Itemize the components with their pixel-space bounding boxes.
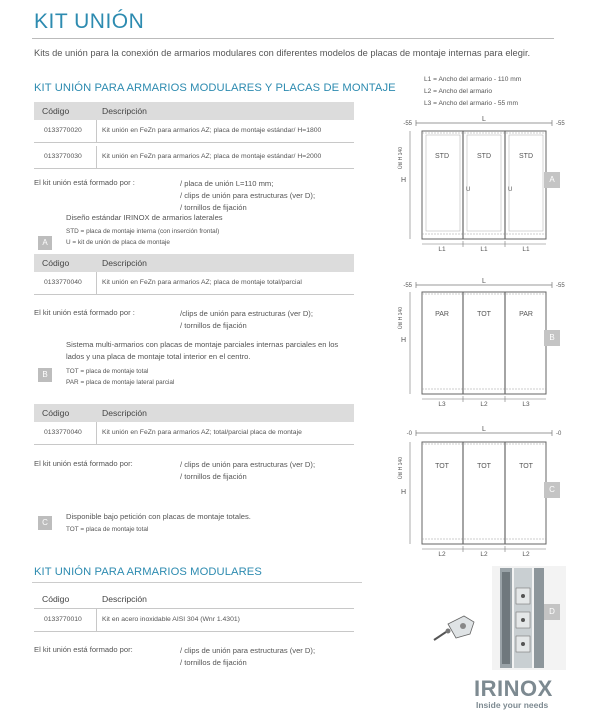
- compC-label: El kit unión está formado por:: [34, 459, 133, 468]
- row-desc: Kit unión en FeZn para armarios AZ; total/parcial placa de montaje: [102, 429, 302, 436]
- tableD-header: [34, 590, 354, 609]
- dim-label: L1: [438, 246, 446, 252]
- noteC-line: TOT = placa de montaje total: [66, 526, 149, 533]
- noteA-lines: [66, 226, 219, 248]
- list-item: /clips de unión para estructuras (ver D);: [180, 309, 313, 318]
- compA-list: [180, 178, 315, 214]
- col-code-header: Código: [42, 594, 70, 604]
- table-row: [34, 422, 354, 445]
- dim-label: L3: [522, 401, 530, 408]
- offset-left: -0: [406, 431, 412, 437]
- tableB-header: [34, 254, 354, 272]
- dim-label: L1: [480, 246, 488, 252]
- row-code: 0133770040: [44, 279, 82, 286]
- section1-heading: KIT UNIÓN PARA ARMARIOS MODULARES Y PLACAS DE MONTAJE: [34, 82, 396, 94]
- dim-label: L2: [522, 551, 530, 558]
- compD-label: El kit unión está formado por:: [34, 645, 133, 654]
- panel-label: TOT: [435, 463, 449, 470]
- diagram-a: [386, 114, 568, 252]
- compD-list: [180, 645, 315, 669]
- dim-label: L2: [480, 401, 488, 408]
- list-item: / tornillos de fijación: [180, 203, 247, 212]
- panel-label: PAR: [435, 311, 449, 318]
- table-row: [34, 272, 354, 295]
- table-row: [34, 120, 354, 143]
- col-desc-header: Descripción: [102, 594, 147, 604]
- row-desc: Kit unión en FeZn para armarios AZ; placa de montaje total/parcial: [102, 279, 302, 286]
- noteB-lines: [66, 366, 174, 388]
- table-row: [34, 146, 354, 169]
- list-item: / tornillos de fijación: [180, 321, 247, 330]
- brand-tagline: Inside your needs: [476, 700, 549, 710]
- compA-label: El kit unión está formado por :: [34, 178, 135, 187]
- legend-item: L3 = Ancho del armario - 55 mm: [424, 100, 519, 107]
- dim-label: L2: [438, 551, 446, 558]
- joint-label: U: [466, 187, 471, 193]
- col-desc-header: Descripción: [102, 106, 147, 116]
- row-code: 0133770030: [44, 153, 82, 160]
- col-code-header: Código: [42, 106, 70, 116]
- offset-right: -55: [556, 283, 565, 289]
- side-label: Útil H 140: [398, 457, 404, 479]
- dim-h: H: [400, 177, 406, 184]
- legend: [424, 74, 521, 110]
- panel-label: TOT: [477, 463, 491, 470]
- section2-divider: [32, 582, 362, 583]
- dim-label: L3: [438, 401, 446, 408]
- marker-b: B: [38, 368, 52, 382]
- dim-h: H: [400, 489, 406, 496]
- panel-label: TOT: [519, 463, 533, 470]
- list-item: / placa de unión L=110 mm;: [180, 179, 274, 188]
- offset-right: -55: [556, 121, 565, 127]
- note-line: STD = placa de montaje interna (con inserción frontal): [66, 228, 220, 235]
- dim-l: L: [482, 278, 486, 285]
- row-code: 0133770040: [44, 429, 82, 436]
- row-desc: Kit unión en FeZn para armarios AZ; placa de montaje estándar/ H=1800: [102, 127, 322, 134]
- legend-item: L1 = Ancho del armario - 110 mm: [424, 76, 522, 83]
- list-item: / clips de unión para estructuras (ver D);: [180, 191, 316, 200]
- row-code: 0133770020: [44, 127, 82, 134]
- page-title: KIT UNIÓN: [34, 10, 145, 33]
- photo-marker-d: D: [544, 604, 560, 620]
- row-desc: Kit unión en FeZn para armarios AZ; placa de montaje estándar/ H=2000: [102, 153, 322, 160]
- table-row: [34, 609, 354, 632]
- section2-heading: KIT UNIÓN PARA ARMARIOS MODULARES: [34, 566, 262, 578]
- dim-l: L: [482, 426, 486, 433]
- side-label: Útil H 140: [398, 307, 404, 329]
- diagram-b: [386, 276, 568, 408]
- row-desc: Kit en acero inoxidable AISI 304 (Wnr 1.4301): [102, 616, 240, 623]
- diagram-marker-c: C: [544, 482, 560, 498]
- dim-label: L1: [522, 246, 530, 252]
- noteB-title: Sistema multi-armarios con placas de montaje parciales internas parciales en los lados y una placa de montaje total interior en el centro.: [66, 340, 339, 361]
- panel-label: TOT: [477, 311, 491, 318]
- noteC-title: Disponible bajo petición con placas de montaje totales.: [66, 512, 251, 521]
- col-desc-header: Descripción: [102, 408, 147, 418]
- panel-label: STD: [435, 153, 449, 160]
- panel-label: STD: [519, 153, 533, 160]
- dim-label: L2: [480, 551, 488, 558]
- note-line: U = kit de unión de placa de montaje: [66, 239, 170, 246]
- joint-label: U: [508, 187, 513, 193]
- intro-text: Kits de unión para la conexión de armarios modulares con diferentes modelos de placas de montaje internas para elegir.: [34, 48, 531, 58]
- panel-label: PAR: [519, 311, 533, 318]
- legend-item: L2 = Ancho del armario: [424, 88, 492, 95]
- compB-list: [180, 308, 313, 332]
- offset-left: -55: [403, 121, 412, 127]
- diagram-c: [386, 424, 568, 558]
- tableA-header: [34, 102, 354, 120]
- list-item: / tornillos de fijación: [180, 472, 247, 481]
- list-item: / clips de unión para estructuras (ver D);: [180, 646, 316, 655]
- title-divider: [32, 38, 554, 39]
- row-code: 0133770010: [44, 616, 82, 623]
- marker-c: C: [38, 516, 52, 530]
- side-label: Útil H 140: [398, 147, 404, 169]
- offset-right: -0: [556, 431, 562, 437]
- list-item: / tornillos de fijación: [180, 658, 247, 667]
- diagram-marker-a: A: [544, 172, 560, 188]
- list-item: / clips de unión para estructuras (ver D);: [180, 460, 316, 469]
- panel-label: STD: [477, 153, 491, 160]
- dim-h: H: [400, 337, 406, 344]
- tableC-header: [34, 404, 354, 422]
- diagram-marker-b: B: [544, 330, 560, 346]
- col-desc-header: Descripción: [102, 258, 147, 268]
- col-code-header: Código: [42, 408, 70, 418]
- brand-logo: IRINOX: [474, 676, 553, 701]
- offset-left: -55: [403, 283, 412, 289]
- dim-l: L: [482, 116, 486, 123]
- marker-a: A: [38, 236, 52, 250]
- noteA-title: Diseño estándar IRINOX de armarios laterales: [66, 213, 223, 222]
- note-line: TOT = placa de montaje total: [66, 368, 149, 375]
- note-line: PAR = placa de montaje lateral parcial: [66, 379, 175, 386]
- compB-label: El kit unión está formado por :: [34, 308, 135, 317]
- col-code-header: Código: [42, 258, 70, 268]
- compC-list: [180, 459, 315, 483]
